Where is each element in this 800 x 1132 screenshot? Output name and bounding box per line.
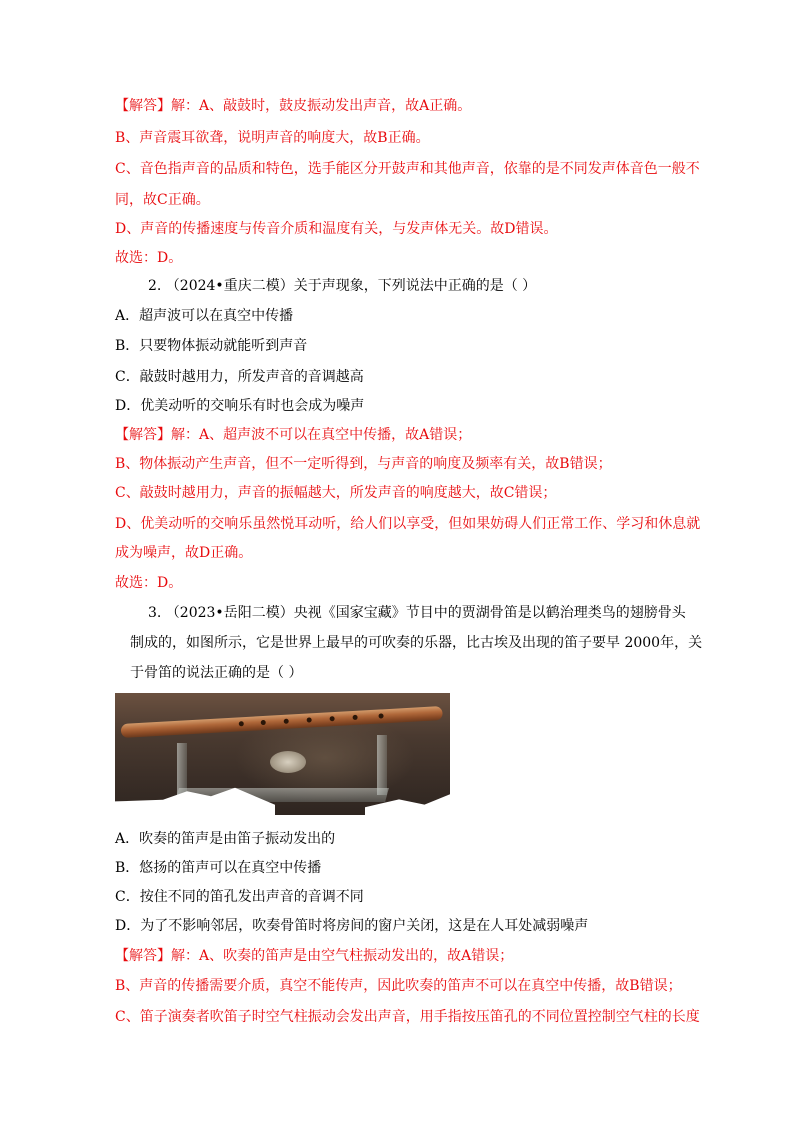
bone-flute-photo bbox=[115, 693, 450, 815]
q2-answer-line-5: 成为噪声，故D正确。 bbox=[115, 545, 253, 561]
q3-option-c: C．按住不同的笛孔发出声音的音调不同 bbox=[115, 889, 364, 905]
q2-answer-line-6: 故选：D。 bbox=[115, 575, 183, 591]
q2-question: 2. （2024•重庆二模）关于声现象，下列说法中正确的是（ ） bbox=[148, 278, 537, 294]
q2-answer-line-3: C、敲鼓时越用力，声音的振幅越大，所发声音的响度越大，故C错误； bbox=[115, 485, 557, 501]
q3-option-a: A．吹奏的笛声是由笛子振动发出的 bbox=[115, 831, 336, 847]
q3-answer-line-1: 【解答】解：A、吹奏的笛声是由空气柱振动发出的，故A错误； bbox=[115, 948, 514, 964]
q1-answer-line-6: 故选：D。 bbox=[115, 250, 183, 266]
q1-answer-line-1: 【解答】解：A、敲鼓时，鼓皮振动发出声音，故A正确。 bbox=[115, 98, 472, 114]
q1-answer-line-4: 同，故C正确。 bbox=[115, 192, 210, 208]
q3-option-d: D．为了不影响邻居，吹奏骨笛时将房间的窗户关闭，这是在人耳处减弱噪声 bbox=[115, 918, 589, 934]
q2-answer-line-4: D、优美动听的交响乐虽然悦耳动听，给人们以享受，但如果妨碍人们正常工作、学习和休息就 bbox=[115, 516, 701, 532]
q2-option-d: D．优美动听的交响乐有时也会成为噪声 bbox=[115, 398, 365, 414]
q3-question-line-2: 制成的，如图所示，它是世界上最早的可吹奏的乐器，比古埃及出现的笛子要早 2000年，关 bbox=[130, 635, 703, 651]
q2-option-c: C．敲鼓时越用力，所发声音的音调越高 bbox=[115, 369, 364, 385]
q3-option-b: B．悠扬的笛声可以在真空中传播 bbox=[115, 860, 322, 876]
q1-answer-line-2: B、声音震耳欲聋，说明声音的响度大，故B正确。 bbox=[115, 130, 430, 146]
q2-answer-line-2: B、物体振动产生声音，但不一定听得到，与声音的响度及频率有关，故B错误； bbox=[115, 456, 612, 472]
q3-answer-line-3: C、笛子演奏者吹笛子时空气柱振动会发出声音，用手指按压笛孔的不同位置控制空气柱的长度 bbox=[115, 1009, 700, 1025]
q1-answer-line-3: C、音色指声音的品质和特色，选手能区分开鼓声和其他声音，依靠的是不同发声体音色一般不 bbox=[115, 161, 700, 177]
q3-question-line-1: 3. （2023•岳阳二模）央视《国家宝藏》节目中的贾湖骨笛是以鹤治理类鸟的翅膀骨头 bbox=[148, 605, 686, 621]
q2-option-b: B．只要物体振动就能听到声音 bbox=[115, 338, 308, 354]
q2-option-a: A．超声波可以在真空中传播 bbox=[115, 308, 294, 324]
q2-answer-line-1: 【解答】解：A、超声波不可以在真空中传播，故A错误； bbox=[115, 427, 472, 443]
q3-question-line-3: 于骨笛的说法正确的是（ ） bbox=[130, 665, 303, 681]
q3-answer-line-2: B、声音的传播需要介质，真空不能传声，因此吹奏的笛声不可以在真空中传播，故B错误； bbox=[115, 978, 682, 994]
q1-answer-line-5: D、声音的传播速度与传音介质和温度有关，与发声体无关。故D错误。 bbox=[115, 221, 558, 237]
